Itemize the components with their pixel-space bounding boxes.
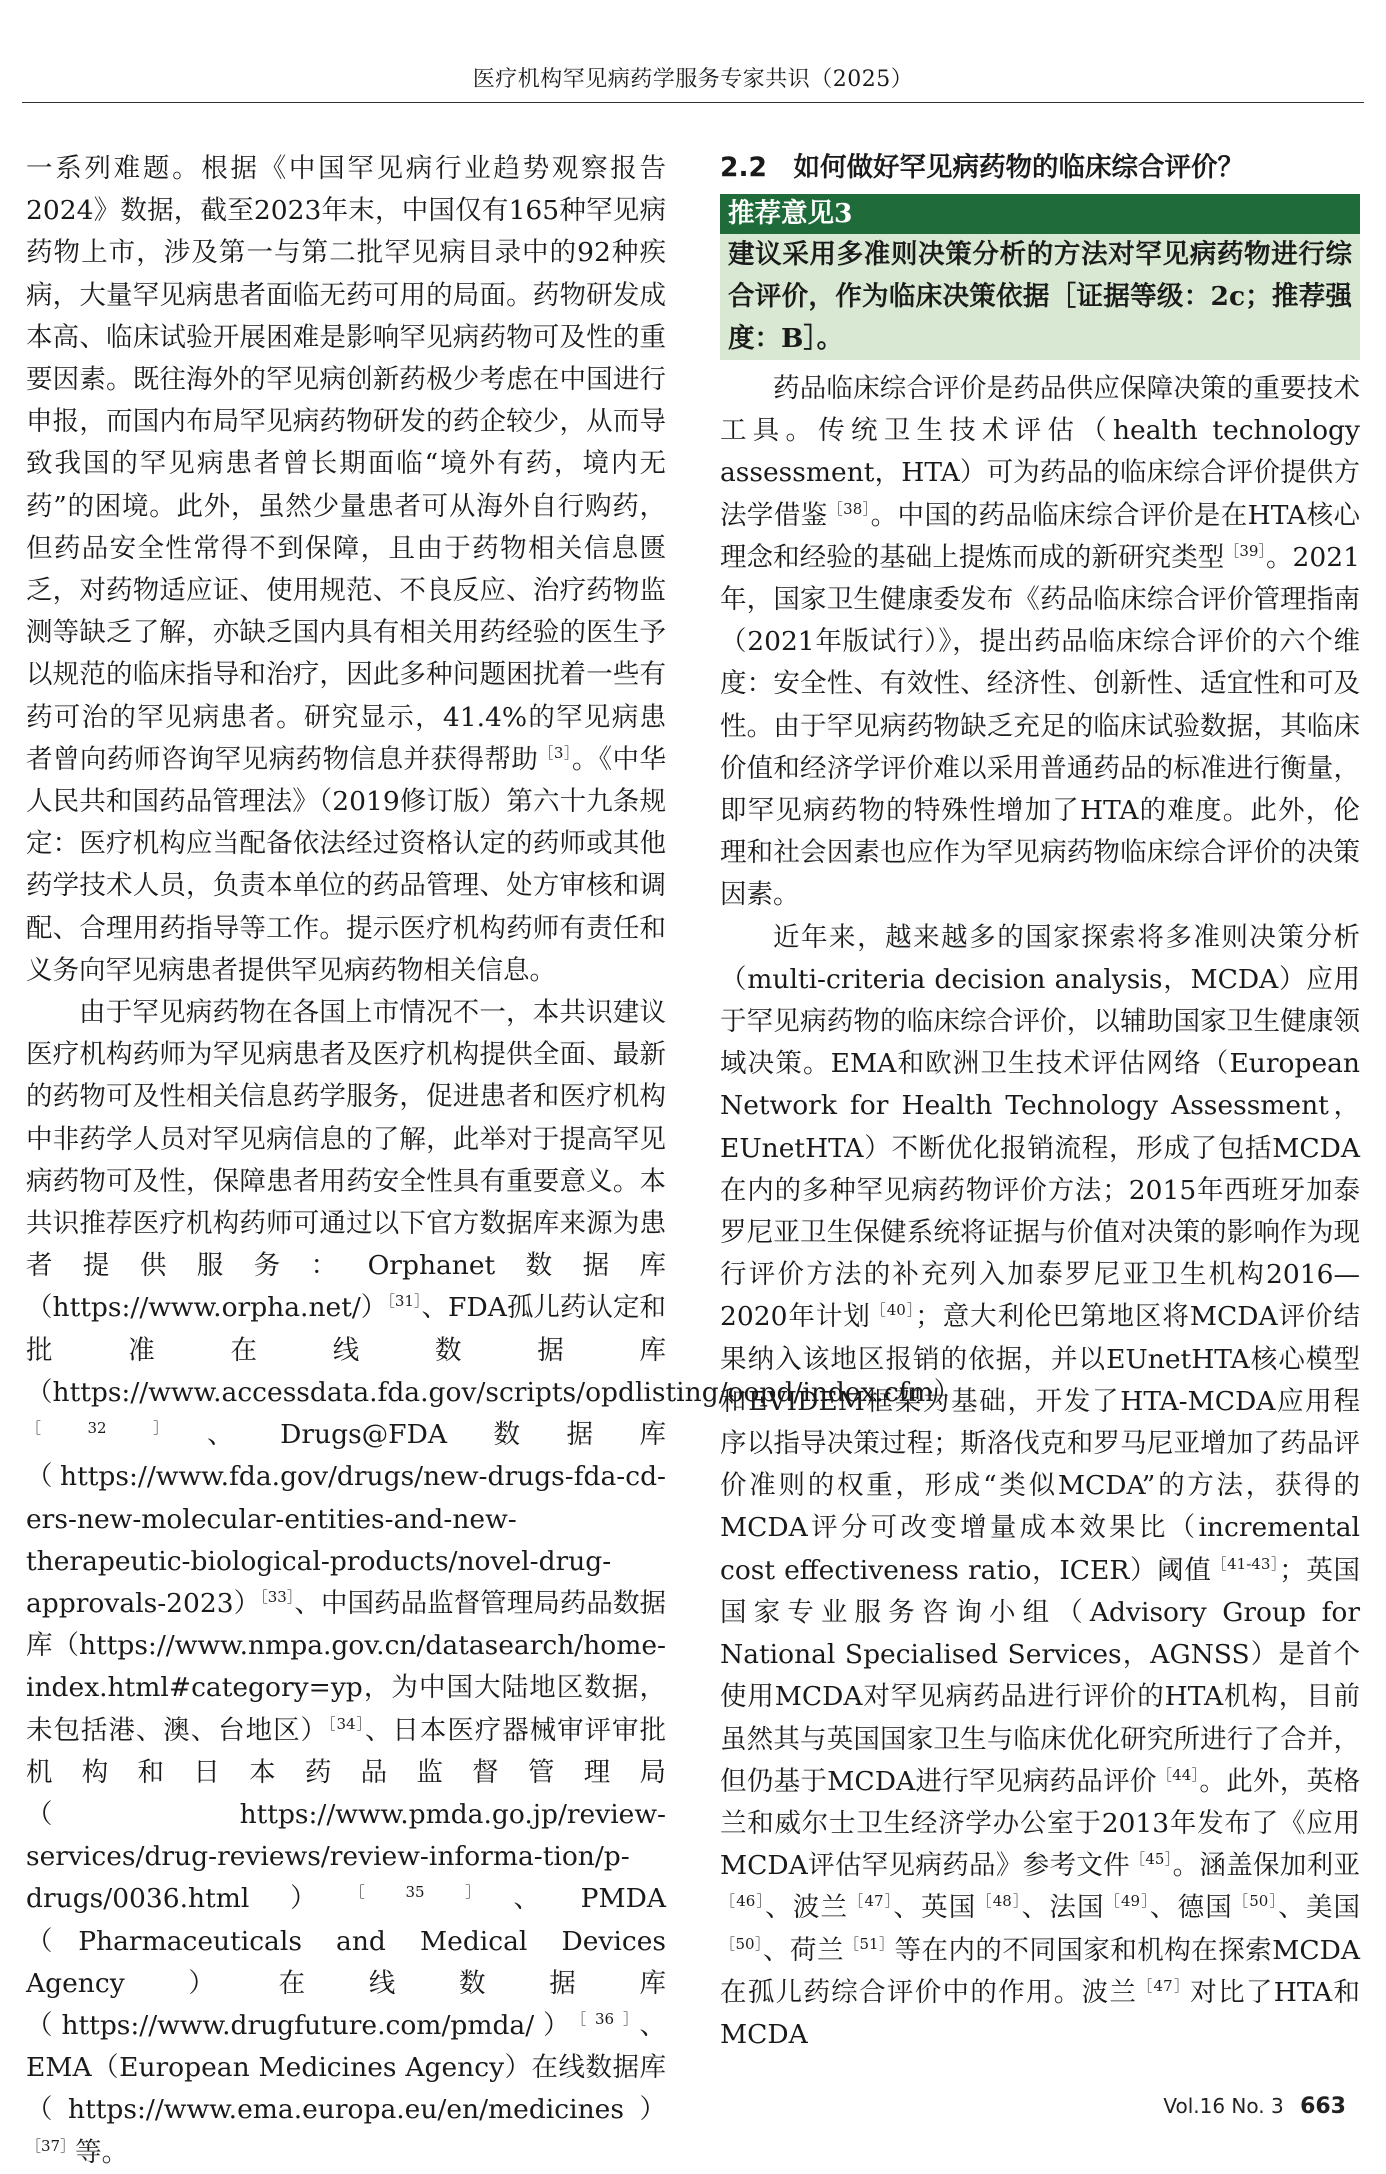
citation-ref: ［41-43］ — [1211, 1554, 1280, 1573]
text-run: 、中国药品监督管理局药品数据库（https://www.nmpa.gov.cn/datasearch/home-index.html#category=yp，为中国大陆地区数据，未包括港、澳、台地区） — [26, 1587, 667, 1746]
citation-ref: ［48］ — [976, 1892, 1022, 1911]
text-run: 、荷兰 — [763, 1934, 844, 1966]
text-run: 。《中华人民共和国药品管理法》（2019修订版）第六十九条规定：医疗机构应当配备依法经过资格认定的药师或其他药学技术人员，负责本单位的药品管理、处方审核和调配、合理用药指导等工作。提示医疗机构药师有责任和义务向罕见病患者提供罕见病药物相关信息。 — [26, 743, 667, 986]
page-number: 663 — [1300, 2094, 1346, 2119]
text-run: 对比了HTA和MCDA — [720, 1976, 1360, 2050]
text-run: 、英国 — [893, 1892, 977, 1924]
recommendation-body: 建议采用多准则决策分析的方法对罕见病药物进行综合评价，作为临床决策依据［证据等级：2c；推荐强度：B］。 — [720, 234, 1360, 360]
citation-ref: ［31］ — [387, 1292, 422, 1311]
citation-ref: ［50］ — [720, 1934, 764, 1953]
header-rule — [22, 102, 1364, 103]
text-run: 由于罕见病药物在各国上市情况不一，本共识建议医疗机构药师为罕见病患者及医疗机构提供全面、最新的药物可及性相关信息药学服务，促进患者和医疗机构中非药学人员对罕见病信息的了解，此举对于提高罕见病药物可及性，保障患者用药安全性具有重要意义。本共识推荐医疗机构药师可通过以下官方数据库来源为患者提供服务：Orphanet数据库（https://www.orpha.net/） — [26, 997, 666, 1324]
text-run: ；意大利伦巴第地区将MCDA评价结果纳入该地区报销的依据，并以EUnetHTA核心模型和EVIDEM框架为基础，开发了HTA-MCDA应用程序以指导决策过程；斯洛伐克和罗马尼亚增加了药品评价准则的权重，形成“类似MCDA”的方法，获得的MCDA评分可改变增量成本效果比（incremental cost effectiveness ratio，ICER）阈值 — [720, 1301, 1360, 1586]
text-run: 。涵盖保加利亚 — [1172, 1850, 1361, 1882]
recommendation-title: 推荐意见3 — [720, 194, 1360, 234]
text-run: 、FDA孤儿药认定和批准在线数据库（https://www.accessdata.fda.gov/scripts/opdlisting/oopd/index.cfm） — [26, 1292, 961, 1408]
citation-ref: ［36］ — [578, 2010, 640, 2029]
citation-ref: ［34］ — [328, 1714, 365, 1733]
citation-ref: ［38］ — [827, 499, 871, 518]
text-run: 。2021年，国家卫生健康委发布《药品临床综合评价管理指南（2021年版试行）》，提出药品临床综合评价的六个维度：安全性、有效性、经济性、创新性、适宜性和可及性。由于罕见病药物缺乏充足的临床试验数据，其临床价值和经济学评价难以采用普通药品的标准进行衡量，即罕见病药物的特殊性增加了HTA的难度。此外，伦理和社会因素也应作为罕见病药物临床综合评价的决策因素。 — [720, 541, 1360, 911]
text-run: 、美国 — [1278, 1892, 1361, 1924]
right-column — [720, 148, 1360, 2056]
text-run: 、PMDA（Pharmaceuticals and Medical Devices Agency）在线数据库（https://www.drugfuture.com/pmda/） — [26, 1883, 666, 2041]
text-run: 等。 — [75, 2136, 129, 2168]
text-run: 。中国的药品临床综合评价是在HTA核心理念和经验的基础上提炼而成的新研究类型 — [720, 499, 1361, 573]
text-run: 近年来，越来越多的国家探索将多准则决策分析（multi-criteria decision analysis，MCDA）应用于罕见病药物的临床综合评价，以辅助国家卫生健康领域决策。EMA和欧洲卫生技术评估网络（European Network for Health Technology Assessment，EUnetHTA）不断优化报销流程，形成了包括MCDA在内的多种罕见病药物评价方法；2015年西班牙加泰罗尼亚卫生保健系统将证据与价值对决策的影响作为现行评价方法的补充列入加泰罗尼亚卫生机构2016—2020年计划 — [720, 921, 1360, 1333]
citation-ref: ［47］ — [1137, 1976, 1191, 1995]
citation-ref: ［39］ — [1224, 541, 1267, 560]
citation-ref: ［3］ — [538, 744, 572, 763]
citation-ref: ［33］ — [260, 1588, 295, 1607]
text-run: ；英国国家专业服务咨询小组（Advisory Group for National Specialised Services，AGNSS）是首个使用MCDA对罕见病药品进行评价的HTA机构，目前虽然其与英国国家卫生与临床优化研究所进行了合并，但仍基于MCDA进行罕见病药品评价 — [720, 1554, 1361, 1797]
text-run: 等在内的不同国家和机构在探索MCDA在孤儿药综合评价中的作用。波兰 — [720, 1934, 1360, 2008]
paragraph — [720, 917, 1360, 2056]
text-run: 、EMA（European Medicines Agency）在线数据库（https://www.ema.europa.eu/en/medicines） — [26, 2009, 666, 2126]
text-run: 、日本医疗器械审评审批机构和日本药品监督管理局（https://www.pmda.go.jp/review-services/drug-reviews/review-informa-tion/p-drugs/0036.html） — [26, 1714, 666, 1915]
citation-ref: ［50］ — [1233, 1892, 1279, 1911]
citation-ref: ［40］ — [870, 1301, 916, 1320]
section-heading: 2.2 如何做好罕见病药物的临床综合评价？ — [720, 152, 1244, 183]
citation-ref: ［46］ — [720, 1892, 766, 1911]
citation-ref: ［51］ — [843, 1934, 895, 1953]
paragraph — [720, 368, 1360, 917]
journal-volume: Vol.16 No. 3 — [1163, 2094, 1284, 2118]
text-run: 一系列难题。根据《中国罕见病行业趋势观察报告2024》数据，截至2023年末，中国仅有165种罕见病药物上市，涉及第一与第二批罕见病目录中的92种疾病，大量罕见病患者面临无药可用的局面。药物研发成本高、临床试验开展困难是影响罕见病药物可及性的重要因素。既往海外的罕见病创新药极少考虑在中国进行申报，而国内布局罕见病药物研发的药企较少，从而导致我国的罕见病患者曾长期面临“境外有药，境内无药”的困境。此外，虽然少量患者可从海外自行购药，但药品安全性常得不到保障，且由于药物相关信息匮乏，对药物适应证、使用规范、不良反应、治疗药物监测等缺乏了解，亦缺乏国内具有相关用药经验的医生予以规范的临床指导和治疗，因此多种问题困扰着一些有药可治的罕见病患者。研究显示，41.4%的罕见病患者曾向药师咨询罕见病药物信息并获得帮助 — [26, 153, 666, 775]
text-run: 。此外，英格兰和威尔士卫生经济学办公室于2013年发布了《应用MCDA评估罕见病药品》参考文件 — [720, 1765, 1361, 1882]
citation-ref: ［45］ — [1130, 1850, 1173, 1869]
citation-ref: ［32］ — [26, 1419, 208, 1438]
citation-ref: ［37］ — [26, 2136, 76, 2155]
recommendation-box — [720, 194, 1360, 360]
text-run: 、Drugs@FDA数据库（https://www.fda.gov/drugs/new-drugs-fda-cd-ers-new-molecular-entities-and-new-therapeutic-biological-products/novel-drug-approvals-2023） — [26, 1419, 666, 1619]
page-footer — [1163, 2094, 1346, 2119]
paragraph — [26, 148, 666, 992]
page-header — [0, 0, 1386, 112]
citation-ref: ［44］ — [1156, 1765, 1200, 1784]
citation-ref: ［47］ — [848, 1892, 894, 1911]
text-run: 、波兰 — [765, 1892, 849, 1924]
citation-ref: ［49］ — [1104, 1892, 1150, 1911]
text-run: 、德国 — [1149, 1892, 1233, 1924]
text-run: 药品临床综合评价是药品供应保障决策的重要技术工具。传统卫生技术评估（health technology assessment，HTA）可为药品的临床综合评价提供方法学借鉴 — [720, 373, 1360, 531]
citation-ref: ［35］ — [357, 1883, 514, 1902]
text-run: 、法国 — [1021, 1892, 1105, 1924]
running-title: 医疗机构罕见病药学服务专家共识（2025） — [472, 67, 914, 92]
